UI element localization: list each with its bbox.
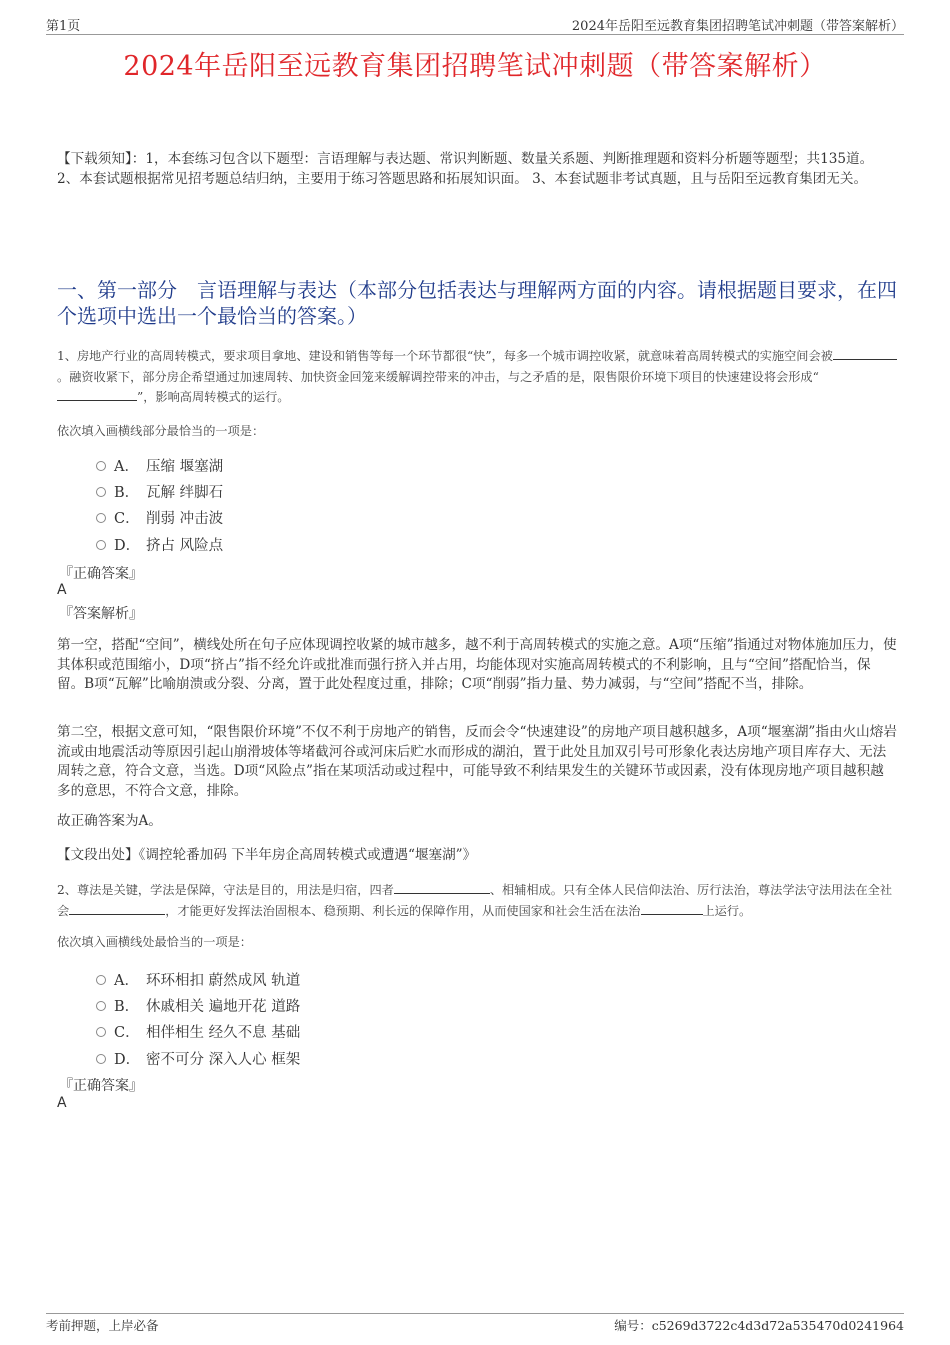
- q2-options: [96, 969, 496, 1074]
- q1-analysis-para-1: 第一空，搭配“空间”，横线处所在句子应体现调控收紧的城市越多，越不利于高周转模式的实施之意。A项“压缩”指通过对物体施加压力，使其体积或范围缩小，D项“挤占”指不经允许或批准而强行挤入并占用，均能体现对实施高周转模式的不利影响，且与“空间”搭配恰当，保留。B项“瓦解”比喻崩溃或分裂、分离，置于此处程度过重，排除；C项“削弱”指力量、势力减弱，与“空间”搭配不当，排除。: [57, 637, 897, 692]
- q1-analysis-conclusion: 故正确答案为A。: [57, 813, 162, 829]
- q2-answer: A: [57, 1095, 67, 1111]
- q2-text-part1: 2、尊法是关键，学法是保障，守法是目的，用法是归宿，四者: [57, 883, 394, 897]
- q1-option-b[interactable]: B． 瓦解 绊脚石: [96, 481, 496, 507]
- q2-answer-label: 『正确答案』: [59, 1078, 143, 1094]
- q1-prompt: 依次填入画横线部分最恰当的一项是：: [57, 424, 265, 438]
- question-2-text: [57, 880, 897, 921]
- q1-text-part3: ”，影响高周转模式的运行。: [137, 390, 290, 404]
- q2-option-d[interactable]: D． 密不可分 深入人心 框架: [96, 1048, 496, 1074]
- radio-icon[interactable]: [96, 540, 106, 550]
- radio-icon[interactable]: [96, 1027, 106, 1037]
- radio-icon[interactable]: [96, 461, 106, 471]
- q1-options: [96, 455, 496, 560]
- radio-icon[interactable]: [96, 513, 106, 523]
- q2-option-a[interactable]: A． 环环相扣 蔚然成风 轨道: [96, 969, 496, 995]
- download-notice: 【下载须知】：1，本套练习包含以下题型：言语理解与表达题、常识判断题、数量关系题、判断推理题和资料分析题等题型；共135道。 2、本套试题根据常见招考题总结归纳，主要用于练习答题思路和拓展知识面。 3、本套试题非考试真题，且与岳阳至远教育集团无关。: [57, 151, 874, 187]
- q2-text-part4: 上运行。: [702, 903, 752, 918]
- radio-icon[interactable]: [96, 1001, 106, 1011]
- q2-text-part2: 、相辅相成。只有全体人民信仰法治、厉行法治，尊法学法守法用法在全社会: [57, 883, 893, 918]
- document-title: 2024年岳阳至远教育集团招聘笔试冲刺题（带答案解析）: [123, 51, 827, 82]
- q1-text-part2: 。融资收紧下，部分房企希望通过加速周转、加快资金回笼来缓解调控带来的冲击，与之矛盾的是，限售限价环境下项目的快速建设将会形成“: [57, 369, 819, 384]
- radio-icon[interactable]: [96, 975, 106, 985]
- q1-analysis-label: 『答案解析』: [59, 606, 143, 622]
- q2-blank-1: [394, 880, 490, 894]
- radio-icon[interactable]: [96, 1054, 106, 1064]
- footer-slogan: 考前押题，上岸必备: [46, 1318, 159, 1333]
- q1-analysis-para-2: 第二空，根据文意可知，“限售限价环境”不仅不利于房地产的销售，反而会令“快速建设”的房地产项目越积越多，A项“堰塞湖”指由火山熔岩流或由地震活动等原因引起山崩滑坡体等堵截河谷或河床后贮水而形成的湖泊，置于此处且加双引号可形象化表达房地产项目库存大、无法周转之意，符合文意，当选。D项“风险点”指在某项活动或过程中，可能导致不利结果发生的关键环节或因素，没有体现房地产项目越积越多的意思，不符合文意，排除。: [57, 724, 897, 799]
- question-1-text: [57, 346, 897, 408]
- header-doc-title: 2024年岳阳至远教育集团招聘笔试冲刺题（带答案解析）: [571, 19, 904, 34]
- q1-blank-2: [57, 387, 137, 401]
- q1-option-a[interactable]: A． 压缩 堰塞湖: [96, 455, 496, 481]
- q2-blank-3: [641, 901, 703, 915]
- radio-icon[interactable]: [96, 487, 106, 497]
- page-header: [46, 14, 904, 35]
- q1-answer-label: 『正确答案』: [59, 566, 143, 582]
- q2-prompt: 依次填入画横线处最恰当的一项是：: [57, 935, 252, 949]
- q1-text-part1: 1、房地产行业的高周转模式，要求项目拿地、建设和销售等每一个环节都很“快”，每多一个城市调控收紧，就意味着高周转模式的实施空间会被: [57, 349, 833, 363]
- q1-option-d[interactable]: D． 挤占 风险点: [96, 534, 496, 560]
- q2-blank-2: [69, 901, 165, 915]
- page-number: 第1页: [46, 19, 81, 34]
- q2-text-part3: ，才能更好发挥法治固根本、稳预期、利长远的保障作用，从而使国家和社会生活在法治: [165, 903, 641, 918]
- page-footer: [46, 1313, 904, 1334]
- section-heading: 一、第一部分 言语理解与表达（本部分包括表达与理解两方面的内容。请根据题目要求，在四个选项中选出一个最恰当的答案。）: [57, 278, 897, 328]
- footer-doc-id: 编号：c5269d3722c4d3d72a535470d0241964: [614, 1318, 904, 1333]
- q1-option-c[interactable]: C． 削弱 冲击波: [96, 507, 496, 533]
- q1-answer: A: [57, 582, 67, 598]
- q1-source: 【文段出处】《调控轮番加码 下半年房企高周转模式或遭遇“堰塞湖”》: [57, 847, 477, 863]
- q2-option-c[interactable]: C． 相伴相生 经久不息 基础: [96, 1021, 496, 1047]
- q2-option-b[interactable]: B． 休戚相关 遍地开花 道路: [96, 995, 496, 1021]
- q1-blank-1: [833, 346, 897, 360]
